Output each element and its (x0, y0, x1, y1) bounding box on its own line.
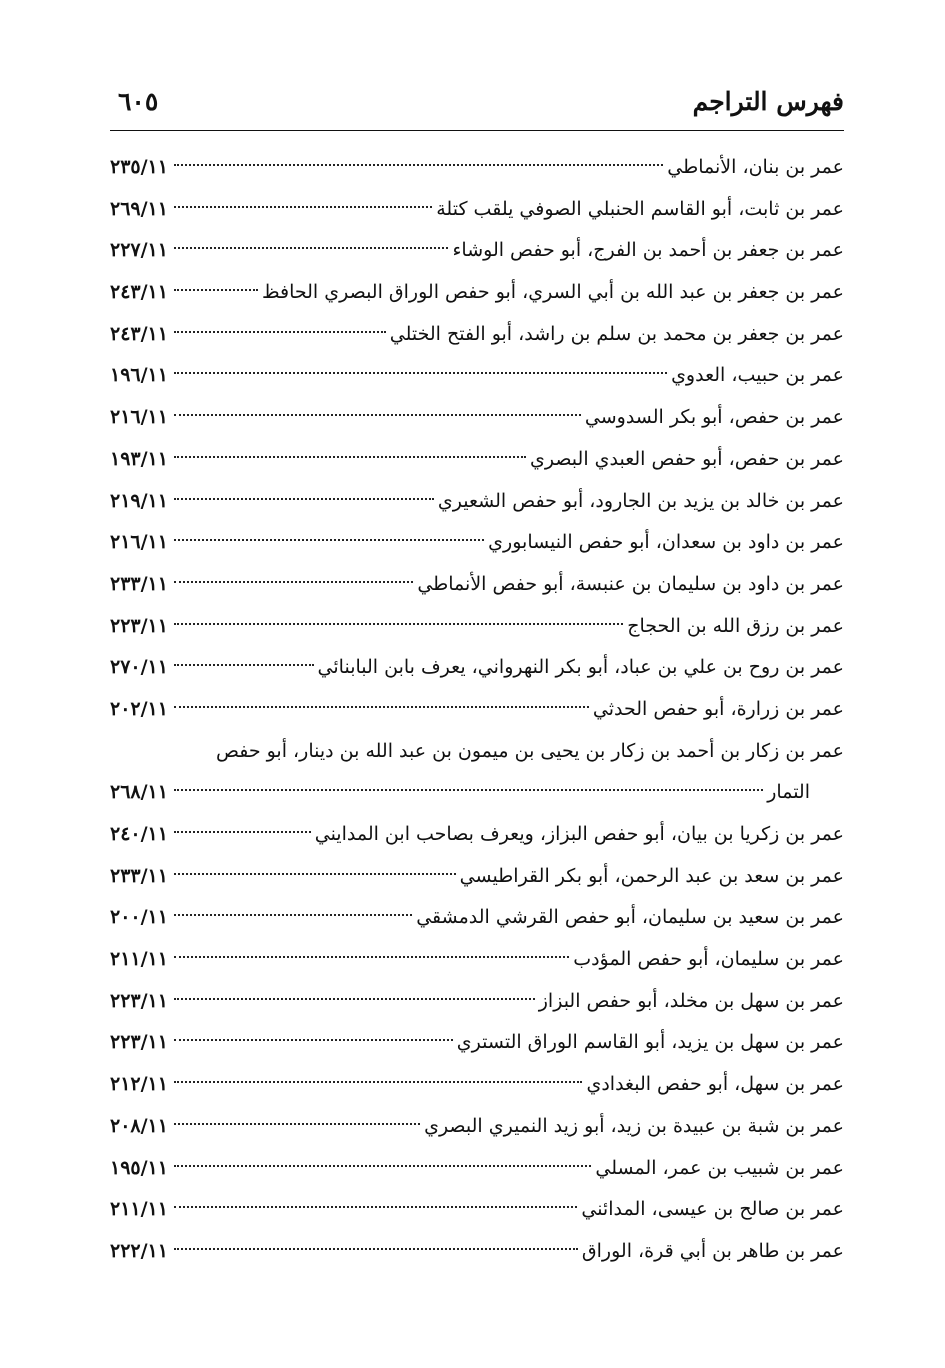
leader-dots (174, 664, 314, 666)
entry-name: عمر بن روح بن علي بن عباد، أبو بكر النهرواني، يعرف بابن البابنائي (317, 656, 844, 679)
leader-dots (174, 956, 569, 958)
leader-dots (174, 914, 412, 916)
entry-reference: ٢١٩/١١ (110, 489, 168, 512)
index-entry (110, 564, 844, 606)
entry-name: عمر بن حفص، أبو حفص العبدي البصري (529, 447, 844, 470)
entry-name: عمر بن شبة بن عبيدة بن زيد، أبو زيد النميري البصري (424, 1114, 844, 1137)
entry-name: عمر بن سعد بن عبد الرحمن، أبو بكر القراطيسي (459, 864, 844, 887)
leader-dots (174, 1039, 453, 1041)
index-entry (110, 939, 844, 981)
entry-reference: ١٩٦/١١ (110, 364, 168, 387)
index-entry (110, 647, 844, 689)
index-entry (110, 1064, 844, 1106)
leader-dots (174, 998, 535, 1000)
leader-dots (174, 164, 663, 166)
entry-name: عمر بن صالح بن عيسى، المدائني (581, 1198, 844, 1221)
index-entry (110, 355, 844, 397)
entry-reference: ٢٢٢/١١ (110, 1239, 168, 1262)
leader-dots (174, 1123, 420, 1125)
entry-name: عمر بن جعفر بن عبد الله بن أبي السري، أبو حفص الوراق البصري الحافظ (261, 281, 844, 304)
entry-reference: ٢١٦/١١ (110, 406, 168, 429)
entry-name-line-2-row (110, 772, 844, 814)
index-page (110, 0, 844, 1368)
index-entry (110, 606, 844, 648)
index-entry (110, 897, 844, 939)
leader-dots (174, 1165, 591, 1167)
leader-dots (174, 247, 449, 249)
index-entry (110, 230, 844, 272)
page-header (110, 84, 844, 120)
biography-index-list (110, 147, 844, 1273)
leader-dots (174, 372, 667, 374)
entry-reference: ٢١٦/١١ (110, 531, 168, 554)
entry-reference: ٢١١/١١ (110, 948, 168, 971)
header-divider (110, 130, 844, 131)
index-entry (110, 1022, 844, 1064)
leader-dots (174, 498, 434, 500)
entry-name: عمر بن سعيد بن سليمان، أبو حفص القرشي الدمشقي (416, 906, 844, 929)
leader-dots (174, 623, 623, 625)
entry-name: عمر بن شبيب بن عمر، المسلي (595, 1156, 844, 1179)
index-entry (110, 856, 844, 898)
leader-dots (174, 539, 484, 541)
index-entry (110, 1189, 844, 1231)
entry-name: عمر بن زرارة، أبو حفص الحدثي (592, 697, 844, 720)
entry-name: عمر بن زكريا بن بيان، أبو حفص البزاز، ويعرف بصاحب ابن المدايني (314, 823, 844, 846)
entry-reference: ٢٤٣/١١ (110, 281, 168, 304)
index-entry (110, 814, 844, 856)
entry-reference: ٢٣٣/١١ (110, 864, 168, 887)
entry-name: عمر بن سهل، أبو حفص البغدادي (586, 1073, 844, 1096)
index-entry (110, 481, 844, 523)
leader-dots (174, 206, 432, 208)
page-title: فهرس التراجم (692, 87, 844, 116)
leader-dots (174, 1248, 578, 1250)
index-entry (110, 1148, 844, 1190)
leader-dots (174, 581, 413, 583)
entry-name: عمر بن سهل بن مخلد، أبو حفص البزاز (538, 989, 844, 1012)
entry-reference: ٢٢٣/١١ (110, 614, 168, 637)
entry-reference: ٢١٢/١١ (110, 1073, 168, 1096)
entry-name: عمر بن داود بن سليمان بن عنبسة، أبو حفص الأنماطي (417, 572, 844, 595)
entry-name: عمر بن جعفر بن أحمد بن الفرج، أبو حفص الوشاء (452, 239, 844, 262)
entry-name: عمر بن طاهر بن أبي قرة، الوراق (581, 1239, 844, 1262)
leader-dots (174, 456, 526, 458)
entry-reference: ٢٠٢/١١ (110, 697, 168, 720)
entry-name: عمر بن خالد بن يزيد بن الجارود، أبو حفص الشعيري (437, 489, 844, 512)
leader-dots (174, 1206, 577, 1208)
entry-reference: ٢٣٥/١١ (110, 156, 168, 178)
index-entry (110, 189, 844, 231)
index-entry (110, 397, 844, 439)
entry-reference: ٢٦٩/١١ (110, 197, 168, 220)
leader-dots (174, 289, 258, 291)
leader-dots (174, 831, 311, 833)
index-entry (110, 147, 844, 189)
index-entry (110, 314, 844, 356)
entry-name: عمر بن سهل بن يزيد، أبو القاسم الوراق التستري (456, 1031, 844, 1054)
entry-name: عمر بن حفص، أبو بكر السدوسي (584, 406, 844, 429)
entry-name: عمر بن حبيب، العدوي (671, 364, 844, 387)
index-entry (110, 439, 844, 481)
entry-name-line-2: التمار (767, 781, 810, 804)
leader-dots (174, 789, 763, 791)
index-entry-multiline (110, 731, 844, 814)
entry-name: عمر بن سليمان، أبو حفص المؤدب (573, 948, 844, 971)
entry-reference: ٢٢٧/١١ (110, 239, 168, 262)
entry-reference: ٢٣٣/١١ (110, 572, 168, 595)
entry-reference: ١٩٣/١١ (110, 447, 168, 470)
page-number: ٦٠٥ (118, 87, 159, 116)
entry-reference: ٢٠٠/١١ (110, 906, 168, 929)
leader-dots (174, 331, 386, 333)
index-entry (110, 689, 844, 731)
entry-reference: ٢٦٨/١١ (110, 781, 168, 804)
leader-dots (174, 414, 581, 416)
entry-name: عمر بن جعفر بن محمد بن سلم بن راشد، أبو الفتح الختلي (389, 322, 844, 345)
entry-reference: ٢٠٨/١١ (110, 1114, 168, 1137)
entry-name-line-1: عمر بن زكار بن أحمد بن زكار بن يحيى بن ميمون بن عبد الله بن دينار، أبو حفص (215, 739, 844, 762)
entry-reference: ٢٤٣/١١ (110, 322, 168, 345)
index-entry (110, 981, 844, 1023)
entry-name: عمر بن بنان، الأنماطي (667, 156, 844, 178)
index-entry (110, 272, 844, 314)
index-entry (110, 1106, 844, 1148)
entry-name: عمر بن رزق الله بن الحجاج (627, 614, 844, 637)
entry-reference: ١٩٥/١١ (110, 1156, 168, 1179)
entry-name: عمر بن ثابت، أبو القاسم الحنبلي الصوفي يلقب كتلة (436, 197, 844, 220)
index-entry (110, 522, 844, 564)
leader-dots (174, 873, 456, 875)
entry-reference: ٢٢٣/١١ (110, 1031, 168, 1054)
entry-reference: ٢٢٣/١١ (110, 989, 168, 1012)
entry-reference: ٢٧٠/١١ (110, 656, 168, 679)
entry-reference: ٢٤٠/١١ (110, 823, 168, 846)
entry-name: عمر بن داود بن سعدان، أبو حفص النيسابوري (488, 531, 844, 554)
entry-reference: ٢١١/١١ (110, 1198, 168, 1221)
leader-dots (174, 706, 589, 708)
index-entry (110, 1231, 844, 1273)
leader-dots (174, 1081, 583, 1083)
